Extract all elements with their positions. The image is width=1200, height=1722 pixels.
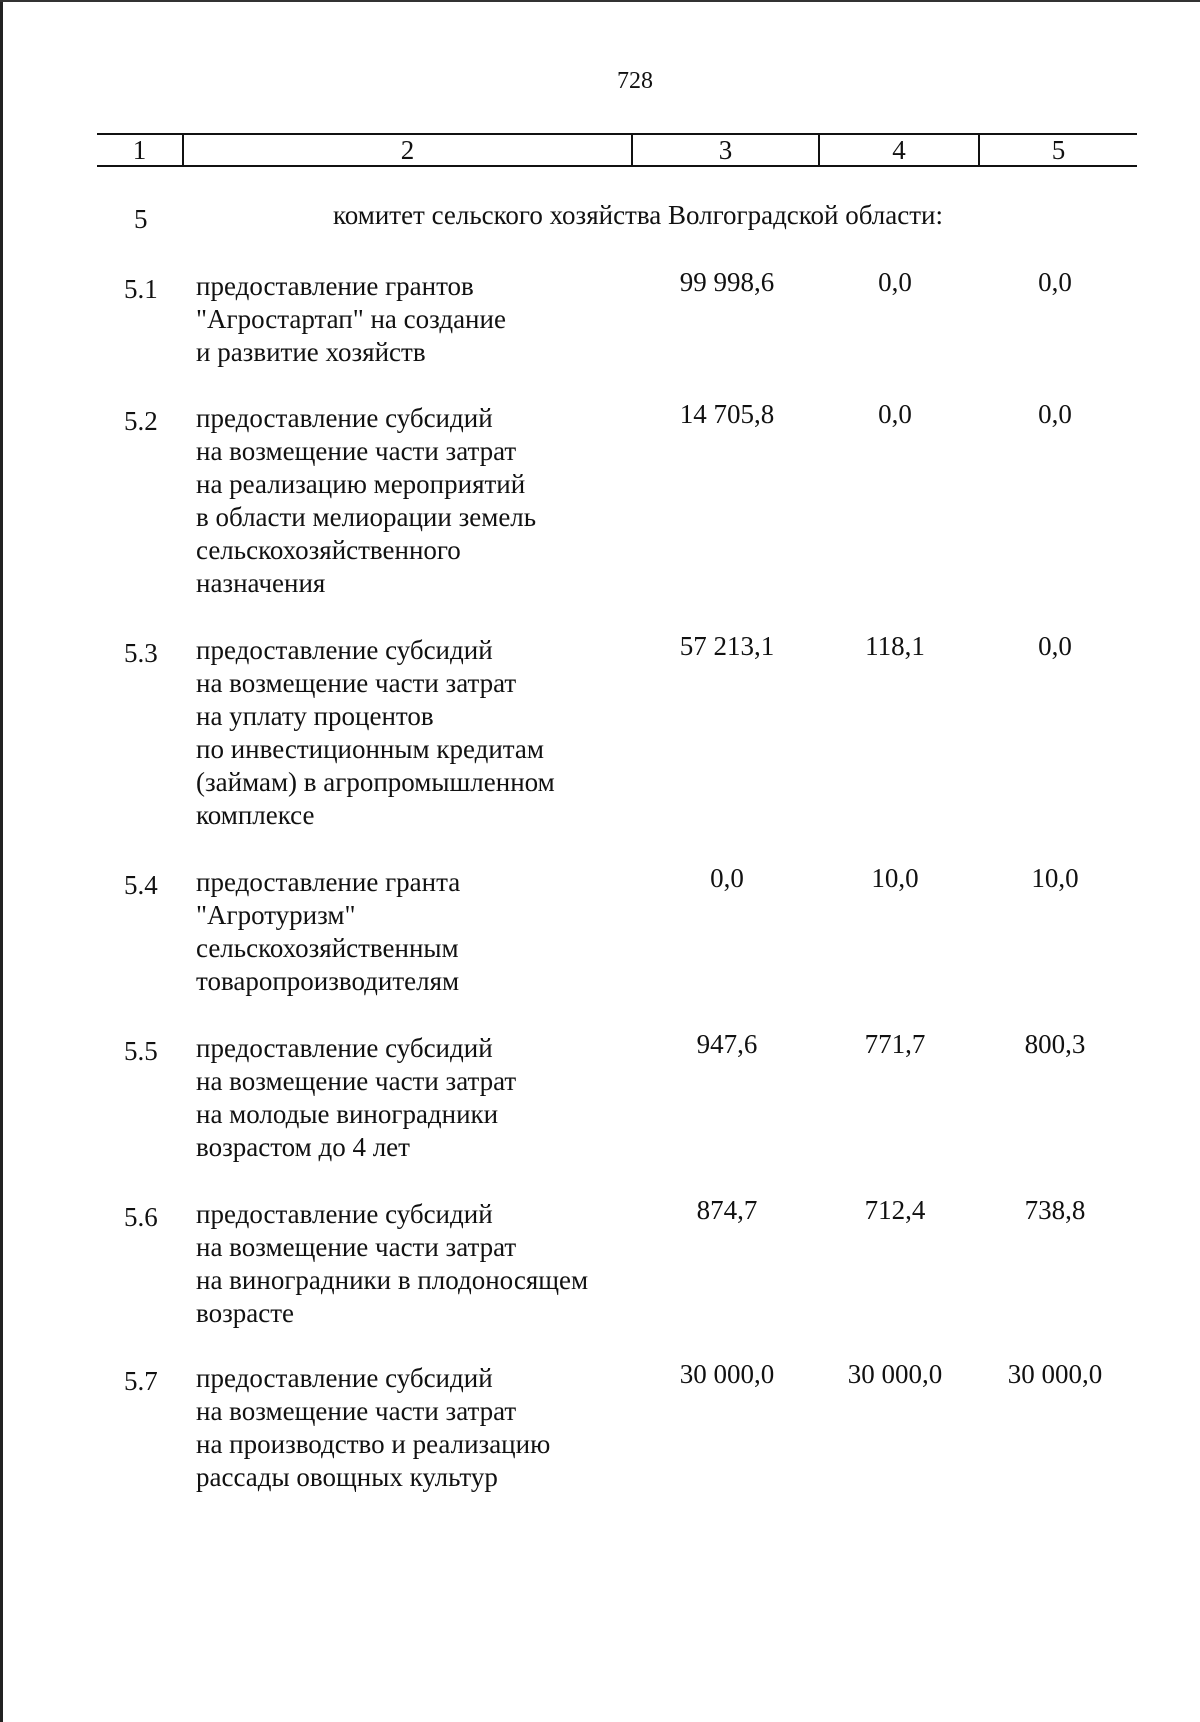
header-col-4: 4 (892, 135, 906, 165)
row-number: 5.2 (124, 406, 158, 436)
description-line: на возмещение части затрат (196, 1396, 517, 1426)
row-value-col5: 0,0 (1038, 631, 1072, 661)
row-value-col3: 874,7 (696, 1195, 758, 1225)
description-line: предоставление субсидий (196, 1363, 493, 1393)
header-col-2: 2 (400, 135, 415, 165)
description-line: предоставление субсидий (196, 1199, 493, 1229)
row-value-col4: 0,0 (878, 267, 912, 297)
description-line: комплексе (196, 800, 315, 830)
row-value-col3: 99 998,6 (679, 267, 775, 297)
description-line: сельскохозяйственным (196, 933, 459, 963)
row-value-col3: 0,0 (710, 863, 744, 893)
description-line: на производство и реализацию (196, 1429, 551, 1459)
description-line: назначения (196, 568, 326, 598)
description-line: на уплату процентов (196, 701, 434, 731)
row-value-col5: 800,3 (1024, 1029, 1086, 1059)
description-line: на реализацию мероприятий (196, 469, 526, 499)
section-title: комитет сельского хозяйства Волгоградской области: (333, 200, 943, 230)
row-value-col4: 30 000,0 (847, 1359, 943, 1389)
description-line: и развитие хозяйств (196, 337, 426, 367)
header-top-rule (97, 133, 1137, 135)
row-description (196, 1198, 626, 1330)
row-number: 5.1 (124, 274, 158, 304)
row-description (196, 270, 626, 369)
row-value-col5: 0,0 (1038, 399, 1072, 429)
row-description (196, 866, 626, 998)
row-value-col4: 771,7 (864, 1029, 926, 1059)
description-line: на молодые виноградники (196, 1099, 499, 1129)
row-description (196, 1032, 626, 1164)
row-number: 5.4 (124, 870, 158, 900)
description-line: на возмещение части затрат (196, 1066, 517, 1096)
description-line: "Агротуризм" (196, 900, 356, 930)
row-value-col4: 712,4 (864, 1195, 926, 1225)
row-value-col3: 14 705,8 (679, 399, 775, 429)
description-line: (займам) в агропромышленном (196, 767, 555, 797)
row-value-col3: 947,6 (696, 1029, 758, 1059)
row-description (196, 1362, 626, 1494)
description-line: предоставление субсидий (196, 635, 493, 665)
description-line: возрастом до 4 лет (196, 1132, 410, 1162)
description-line: на возмещение части затрат (196, 668, 517, 698)
row-number: 5.5 (124, 1036, 158, 1066)
row-description (196, 402, 626, 600)
scan-top-edge (0, 0, 1200, 2)
row-value-col5: 30 000,0 (1007, 1359, 1103, 1389)
description-line: предоставление субсидий (196, 403, 493, 433)
row-number: 5.6 (124, 1202, 158, 1232)
header-col-1: 1 (132, 135, 147, 165)
row-value-col5: 0,0 (1038, 267, 1072, 297)
description-line: по инвестиционным кредитам (196, 734, 544, 764)
description-line: предоставление субсидий (196, 1033, 493, 1063)
header-col-3: 3 (718, 135, 733, 165)
page-number: 728 (617, 68, 653, 94)
row-value-col3: 30 000,0 (679, 1359, 775, 1389)
row-value-col5: 10,0 (1031, 863, 1079, 893)
row-value-col4: 10,0 (871, 863, 919, 893)
description-line: предоставление грантов (196, 271, 474, 301)
header-col-5: 5 (1051, 135, 1066, 165)
description-line: предоставление гранта (196, 867, 461, 897)
row-description (196, 634, 626, 832)
row-value-col4: 118,1 (865, 631, 925, 661)
row-value-col3: 57 213,1 (679, 631, 775, 661)
description-line: сельскохозяйственного (196, 535, 461, 565)
scan-left-edge (0, 0, 3, 1722)
header-bottom-rule (97, 165, 1137, 167)
row-number: 5.3 (124, 638, 158, 668)
description-line: возрасте (196, 1298, 294, 1328)
row-value-col5: 738,8 (1024, 1195, 1086, 1225)
description-line: на возмещение части затрат (196, 436, 517, 466)
description-line: на возмещение части затрат (196, 1232, 517, 1262)
description-line: на виноградники в плодоносящем (196, 1265, 589, 1295)
row-value-col4: 0,0 (878, 399, 912, 429)
section-number: 5 (134, 204, 148, 234)
description-line: товаропроизводителям (196, 966, 460, 996)
description-line: рассады овощных культур (196, 1462, 498, 1492)
description-line: "Агростартап" на создание (196, 304, 506, 334)
row-number: 5.7 (124, 1366, 158, 1396)
description-line: в области мелиорации земель (196, 502, 537, 532)
